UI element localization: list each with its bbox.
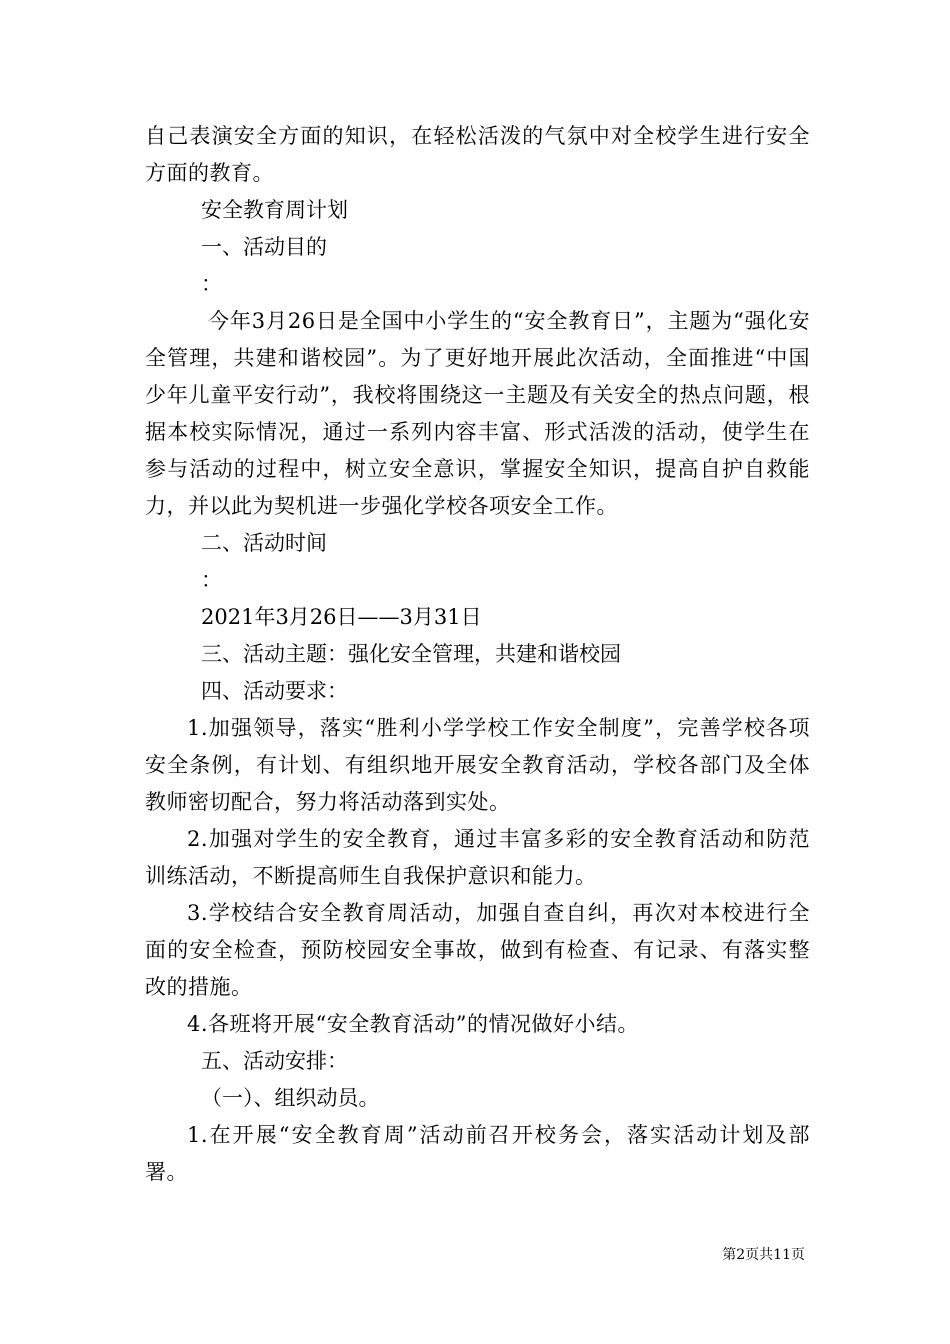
subsection-heading-mobilization: （一）、组织动员。 (201, 1086, 380, 1110)
activity-date-range: 2021年3月26日——3月31日 (201, 605, 482, 629)
section-heading-time: 二、活动时间 (201, 531, 327, 555)
requirement-item-2: 2.加强对学生的安全教育，通过丰富多彩的安全教育活动和防范训练活动，不断提高师生自我保护意识和能力。 (145, 827, 810, 888)
section-heading-requirements: 四、活动要求： (201, 679, 348, 703)
document-heading: 安全教育周计划 (201, 198, 348, 222)
requirement-item-4: 4.各班将开展“安全教育活动”的情况做好小结。 (187, 1012, 640, 1036)
page-number-footer: 第2页共11页 (722, 1247, 805, 1263)
colon-line: ： (201, 272, 222, 296)
document-body (145, 118, 810, 1191)
requirement-item-1: 1.加强领导，落实“胜利小学学校工作安全制度”，完善学校各项安全条例，有计划、有组织地开展安全教育活动，学校各部门及全体教师密切配合，努力将活动落到实处。 (145, 716, 810, 814)
arrangement-item-1: 1.在开展“安全教育周”活动前召开校务会，落实活动计划及部署。 (145, 1123, 810, 1184)
paragraph-continuation: 自己表演安全方面的知识，在轻松活泼的气氛中对全校学生进行安全方面的教育。 (145, 124, 810, 185)
paragraph-purpose: 今年3月26日是全国中小学生的“安全教育日”，主题为“强化安全管理，共建和谐校园”。为了更好地开展此次活动，全面推进“中国少年儿童平安行动”，我校将围绕这一主题及有关安全的热点问题，根据本校实际情况，通过一系列内容丰富、形式活泼的活动，使学生在参与活动的过程中，树立安全意识，掌握安全知识，提高自护自救能力，并以此为契机进一步强化学校各项安全工作。 (145, 309, 810, 518)
section-heading-theme: 三、活动主题：强化安全管理，共建和谐校园 (201, 642, 621, 666)
requirement-item-3: 3.学校结合安全教育周活动，加强自查自纠，再次对本校进行全面的安全检查，预防校园安全事故，做到有检查、有记录、有落实整改的措施。 (145, 901, 810, 999)
colon-line: ： (201, 568, 222, 592)
section-heading-arrangement: 五、活动安排： (201, 1049, 348, 1073)
section-heading-purpose: 一、活动目的 (201, 235, 327, 259)
